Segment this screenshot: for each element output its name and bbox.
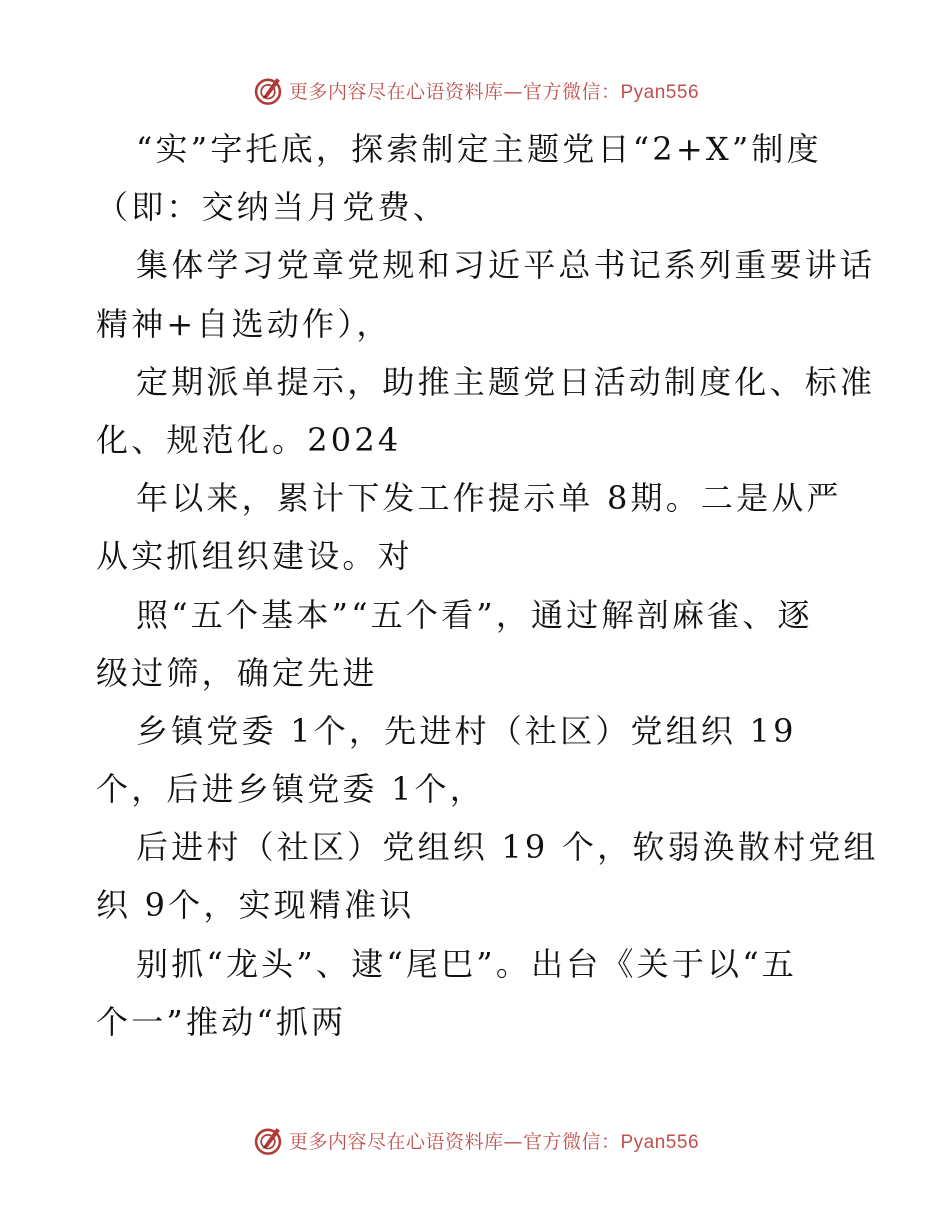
pen-logo-icon bbox=[251, 73, 285, 107]
text-line: 年以来，累计下发工作提示单 8期。二是从严 bbox=[136, 479, 842, 518]
text-line: 集体学习党章党规和习近平总书记系列重要讲话 bbox=[136, 246, 876, 285]
document-body bbox=[96, 120, 879, 1051]
text-line: 个，后进乡镇党委 1个， bbox=[96, 770, 485, 809]
watermark-site-name: 更多内容尽在心语资料库 bbox=[288, 80, 504, 103]
text-line: 照“五个基本”“五个看”，通过解剖麻雀、逐 bbox=[136, 595, 813, 634]
text-line: 定期派单提示，助推主题党日活动制度化、标准 bbox=[136, 362, 876, 401]
text-line: 织 9个，实现精准识 bbox=[96, 886, 415, 925]
text-line: 从实抓组织建设。对 bbox=[96, 537, 413, 576]
text-line: “实”字托底，探索制定主题党日“2+X”制度 bbox=[136, 130, 822, 168]
watermark-contact-label: 官方微信： bbox=[522, 80, 621, 103]
watermark-contact-id: Pyan556 bbox=[620, 81, 700, 103]
watermark-contact-id: Pyan556 bbox=[620, 1131, 700, 1153]
text-line: 化、规范化。2024 bbox=[96, 420, 402, 459]
watermark-contact-label: 官方微信： bbox=[522, 1130, 621, 1153]
watermark-text bbox=[289, 1127, 699, 1154]
header-watermark bbox=[0, 70, 950, 110]
watermark-separator: — bbox=[503, 1130, 523, 1153]
watermark-site-name: 更多内容尽在心语资料库 bbox=[288, 1130, 504, 1153]
text-line: 级过筛，确定先进 bbox=[96, 653, 378, 692]
footer-watermark bbox=[0, 1120, 950, 1160]
pen-logo-icon bbox=[251, 1123, 285, 1157]
watermark-separator: — bbox=[503, 80, 523, 103]
text-line: 后进村（社区）党组织 19 个，软弱涣散村党组 bbox=[136, 828, 879, 867]
text-line: 精神+自选动作）， bbox=[96, 304, 392, 343]
text-line: 个一”推动“抓两 bbox=[96, 1002, 347, 1041]
watermark-text bbox=[289, 77, 699, 104]
text-line: （即：交纳当月党费、 bbox=[96, 188, 449, 227]
text-line: 别抓“龙头”、逮“尾巴”。出台《关于以“五 bbox=[136, 944, 797, 983]
text-line: 乡镇党委 1个，先进村（社区）党组织 19 bbox=[136, 711, 797, 750]
